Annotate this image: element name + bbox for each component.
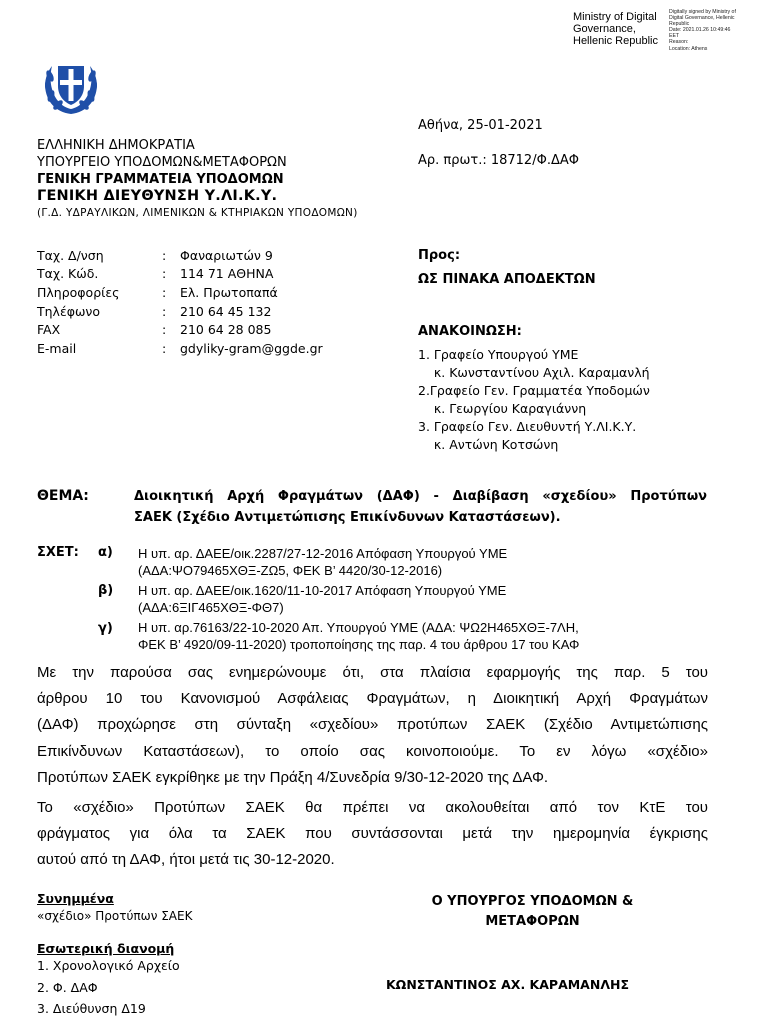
subject-label: ΘΕΜΑ: [37, 488, 89, 504]
issuer-header [37, 137, 358, 222]
signatory-title: Ο ΥΠΟΥΡΓΟΣ ΥΠΟΔΟΜΩΝ & ΜΕΤΑΦΟΡΩΝ [431, 894, 634, 929]
contact-address: Φαναριωτών 9 [180, 248, 273, 263]
contact-email: gdyliky-gram@ggde.gr [180, 341, 323, 356]
subject-line: Διοικητική Αρχή Φραγμάτων (ΔΑΦ) - Διαβίβαση «σχεδίου» Προτύπων [134, 489, 707, 504]
body-line: (ΔΑΦ) προχώρησε στη σύνταξη «σχεδίου» προτύπων ΣΑΕΚ (Σχέδιο Αντιμετώπισης [37, 716, 708, 733]
signatory-name: ΚΩΝΣΤΑΝΤΙΝΟΣ ΑΧ. ΚΑΡΑΜΑΝΛΗΣ [386, 977, 629, 992]
body-line: άρθρου 10 του Κανονισμού Ασφάλειας Φραγμάτων, η Διοικητική Αρχή Φραγμάτων [37, 690, 708, 707]
ministry-name: ΥΠΟΥΡΓΕΙΟ ΥΠΟΔΟΜΩΝ&ΜΕΤΑΦΟΡΩΝ [37, 155, 287, 170]
contact-label: Τηλέφωνο [37, 304, 101, 319]
contact-colon: : [162, 248, 167, 263]
distribution-item: 1. Χρονολογικό Αρχείο [37, 958, 180, 973]
reference-line: (ΑΔΑ:ΨΟ79465ΧΘΞ-ΖΩ5, ΦΕΚ Β’ 4420/30-12-2016) [138, 563, 443, 578]
body-line: Το «σχέδιο» Προτύπων ΣΑΕΚ θα πρέπει να ακολουθείται από τον ΚτΕ του [37, 799, 708, 816]
notification-line: 1. Γραφείο Υπουργού ΥΜΕ [418, 347, 579, 362]
contact-fax: 210 64 28 085 [180, 322, 272, 337]
notification-line: κ. Γεωργίου Καραγιάννη [418, 401, 587, 416]
contact-label: E-mail [37, 341, 77, 356]
contact-colon: : [162, 304, 167, 319]
reference-key: α) [98, 545, 113, 560]
contact-label: Πληροφορίες [37, 285, 120, 300]
document-date: Αθήνα, 25-01-2021 [418, 118, 543, 133]
reference-line: Η υπ. αρ. ΔΑΕΕ/οικ.2287/27-12-2016 Απόφαση Υπουργού ΥΜΕ [138, 546, 508, 561]
contact-phone: 210 64 45 132 [180, 304, 272, 319]
signature-issuer-line: Governance, [573, 23, 636, 35]
recipients-label: Προς: [418, 248, 461, 263]
reference-line: (ΑΔΑ:6ΞΙΓ465ΧΘΞ-ΦΘ7) [138, 600, 284, 615]
internal-distribution-title: Εσωτερική διανομή [37, 941, 175, 956]
references-label: ΣΧΕΤ: [37, 545, 79, 560]
notification-line: κ. Αντώνη Κοτσώνη [418, 437, 559, 452]
signature-detail-line: Digital Governance, Hellenic [669, 15, 735, 22]
protocol-number: Αρ. πρωτ.: 18712/Φ.ΔΑΦ [418, 153, 579, 168]
attachments-title: Συνημμένα [37, 891, 114, 906]
digital-signature-issuer [573, 11, 658, 47]
contact-info-person: Ελ. Πρωτοπαπά [180, 285, 278, 300]
contact-label: FAX [37, 322, 61, 337]
signature-detail-line: Date: 2021.01.26 10:49:46 [669, 27, 731, 34]
recipients-value: ΩΣ ΠΙΝΑΚΑ ΑΠΟΔΕΚΤΩΝ [418, 272, 596, 287]
digital-signature-details [669, 9, 736, 52]
notification-line: κ. Κωνσταντίνου Αχιλ. Καραμανλή [418, 365, 650, 380]
reference-key: γ) [98, 621, 113, 636]
signature-detail-line: Location: Athens [669, 45, 708, 52]
contact-colon: : [162, 285, 167, 300]
general-secretariat-name: ΓΕΝΙΚΗ ΓΡΑΜΜΑΤΕΙΑ ΥΠΟΔΟΜΩΝ [37, 172, 284, 187]
body-line: Προτύπων ΣΑΕΚ εγκρίθηκε με την Πράξη 4/Συνεδρία 9/30-12-2020 της ΔΑΦ. [37, 769, 549, 786]
body-line: αυτού από τη ΔΑΦ, ήτοι μετά τις 30-12-2020. [37, 851, 335, 868]
reference-line: ΦΕΚ Β’ 4920/09-11-2020) τροποποίησης της παρ. 4 του άρθρου 17 του ΚΑΦ [138, 637, 580, 652]
body-line: φράγματος για όλα τα ΣΑΕΚ που συντάσσονται μετά την ημερομηνία έγκρισης [37, 825, 708, 842]
subject-line: ΣΑΕΚ (Σχέδιο Αντιμετώπισης Επικίνδυνων Καταστάσεων). [134, 510, 561, 525]
reference-key: β) [98, 583, 114, 598]
notification-line: 3. Γραφείο Γεν. Διευθυντή Υ.ΛΙ.Κ.Υ. [418, 419, 637, 434]
notification-title: ΑΝΑΚΟΙΝΩΣΗ: [418, 324, 522, 339]
reference-line: Η υπ. αρ.76163/22-10-2020 Απ. Υπουργού ΥΜΕ (ΑΔΑ: ΨΩ2Η465ΧΘΞ-7ΛΗ, [138, 620, 579, 635]
body-line: Επικίνδυνων Καταστάσεων), το οποίο σας κοινοποιούμε. Το εν λόγω «σχέδιο» [37, 743, 708, 760]
contact-label: Ταχ. Δ/νση [37, 248, 104, 263]
signature-issuer-line: Hellenic Republic [573, 35, 658, 47]
signature-detail-line: Digitally signed by Ministry of [669, 9, 736, 15]
country-name: ΕΛΛΗΝΙΚΗ ΔΗΜΟΚΡΑΤΙΑ [37, 138, 195, 153]
contact-colon: : [162, 322, 167, 337]
contact-label: Ταχ. Κώδ. [37, 266, 99, 281]
signature-detail-line: Reason: [669, 39, 689, 46]
notification-line: 2.Γραφείο Γεν. Γραμματέα Υποδομών [418, 383, 650, 398]
reference-line: Η υπ. αρ. ΔΑΕΕ/οικ.1620/11-10-2017 Απόφαση Υπουργού ΥΜΕ [138, 583, 507, 598]
signature-detail-line: Republic [669, 21, 690, 28]
directorate-subtitle: (Γ.Δ. ΥΔΡΑΥΛΙΚΩΝ, ΛΙΜΕΝΙΚΩΝ & ΚΤΗΡΙΑΚΩΝ ΥΠΟΔΟΜΩΝ) [37, 207, 358, 219]
contact-colon: : [162, 341, 167, 356]
distribution-item: 3. Διεύθυνση Δ19 [37, 1001, 146, 1016]
signature-issuer-line: Ministry of Digital [573, 11, 657, 23]
hellenic-republic-emblem-icon [40, 56, 102, 118]
attachment-item: «σχέδιο» Προτύπων ΣΑΕΚ [37, 909, 193, 923]
contact-colon: : [162, 266, 167, 281]
signature-detail-line: EET [669, 33, 680, 40]
directorate-name: ΓΕΝΙΚΗ ΔΙΕΥΘΥΝΣΗ Υ.ΛΙ.Κ.Υ. [37, 188, 278, 204]
body-line: Με την παρούσα σας ενημερώνουμε ότι, στα πλαίσια εφαρμογής της παρ. 5 του [37, 664, 708, 681]
distribution-item: 2. Φ. ΔΑΦ [37, 980, 98, 995]
contact-postal-code: 114 71 ΑΘΗΝΑ [180, 266, 274, 281]
